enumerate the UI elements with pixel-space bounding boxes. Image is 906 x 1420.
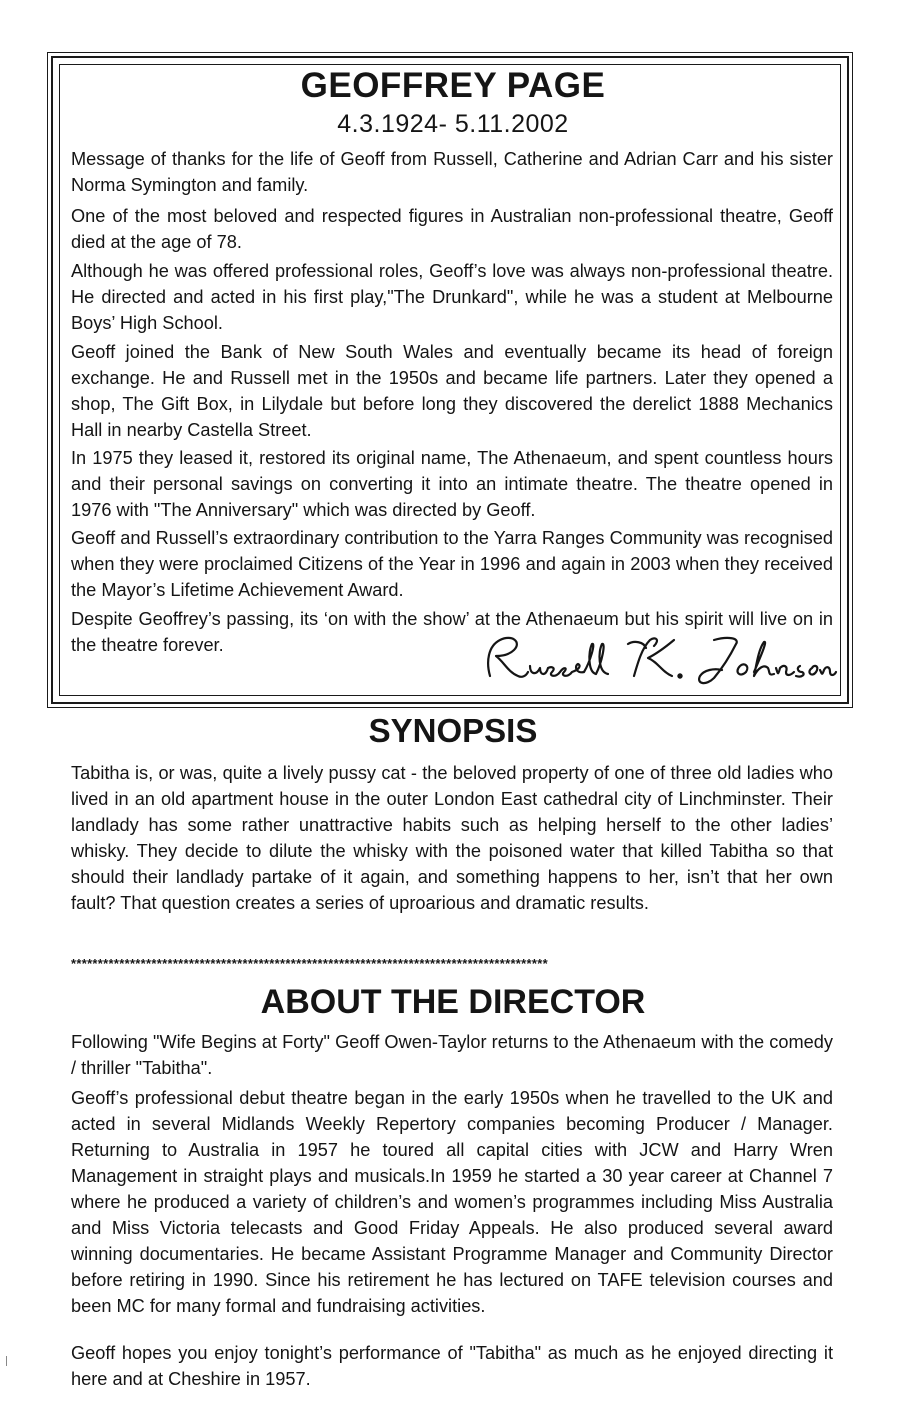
memorial-paragraph: Message of thanks for the life of Geoff from Russell, Catherine and Adrian Carr and his sister Norma Symington and family. <box>71 149 833 195</box>
director-paragraph: Geoff’s professional debut theatre began in the early 1950s when he travelled to the UK and acted in several Midlands Weekly Repertory companies becoming Producer / Manager. Returning to Australia in 1957 he toured all capital cities with JCW and Harry Wren Management in straight plays and musicals.In 1959 he started a 30 year career at Channel 7 where he produced a variety of children’s and women’s programmes including Miss Australia and Miss Victoria telecasts and Good Friday Appeals. He also produced several award winning documentaries. He became Assistant Programme Manager and Community Director before retiring in 1990. Since his retirement he has lectured on TAFE television courses and been MC for many formal and fundraising activities. <box>71 1088 833 1316</box>
asterisk-separator: ***************************************************************************************** <box>71 956 548 971</box>
memorial-title: GEOFFREY PAGE <box>300 66 606 105</box>
memorial-paragraph: In 1975 they leased it, restored its original name, The Athenaeum, and spent countless hours and their personal savings on converting it into an intimate theatre. The theatre opened in 1976 with "The Anniversary" which was directed by Geoff. <box>71 448 833 520</box>
scan-mark <box>6 1356 7 1366</box>
director-paragraph: Geoff hopes you enjoy tonight’s performance of "Tabitha" as much as he enjoyed directing it here and at Cheshire in 1957. <box>71 1343 833 1389</box>
director-heading: ABOUT THE DIRECTOR <box>260 983 646 1021</box>
memorial-paragraph: One of the most beloved and respected figures in Australian non-professional theatre, Geoff died at the age of 78. <box>71 206 833 252</box>
memorial-paragraph: Geoff and Russell’s extraordinary contribution to the Yarra Ranges Community was recognised when they were proclaimed Citizens of the Year in 1996 and again in 2003 when they received the Mayor’s Lifetime Achievement Award. <box>71 528 833 600</box>
synopsis-heading: SYNOPSIS <box>368 712 538 749</box>
director-paragraph: Following "Wife Begins at Forty" Geoff Owen-Taylor returns to the Athenaeum with the comedy / thriller "Tabitha". <box>71 1032 833 1078</box>
memorial-dates: 4.3.1924- 5.11.2002 <box>337 110 569 138</box>
signature-image <box>478 632 838 688</box>
synopsis-text: Tabitha is, or was, quite a lively pussy cat - the beloved property of one of three old ladies who lived in an old apartment house in the outer London East cathedral city of Linchminster. Their landlady has some rather unattractive habits such as helping herself to the other ladies’ whisky. They decide to dilute the whisky with the poisoned water that killed Tabitha so that should their landlady partake of it again, and something happens to her, isn’t that her own fault? That question creates a series of uproarious and dramatic results. <box>71 763 833 913</box>
memorial-paragraph: Geoff joined the Bank of New South Wales and eventually became its head of foreign exchange. He and Russell met in the 1950s and became life partners. Later they opened a shop, The Gift Box, in Lilydale but before long they discovered the derelict 1888 Mechanics Hall in nearby Castella Street. <box>71 342 833 440</box>
memorial-paragraph: Despite Geoffrey’s passing, its ‘on with the show’ at the Athenaeum but his spirit will live on in the theatre forever. <box>71 609 833 655</box>
memorial-paragraph: Although he was offered professional roles, Geoff’s love was always non-professional theatre. He directed and acted in his first play,"The Drunkard", while he was a student at Melbourne Boys’ High School. <box>71 261 833 333</box>
